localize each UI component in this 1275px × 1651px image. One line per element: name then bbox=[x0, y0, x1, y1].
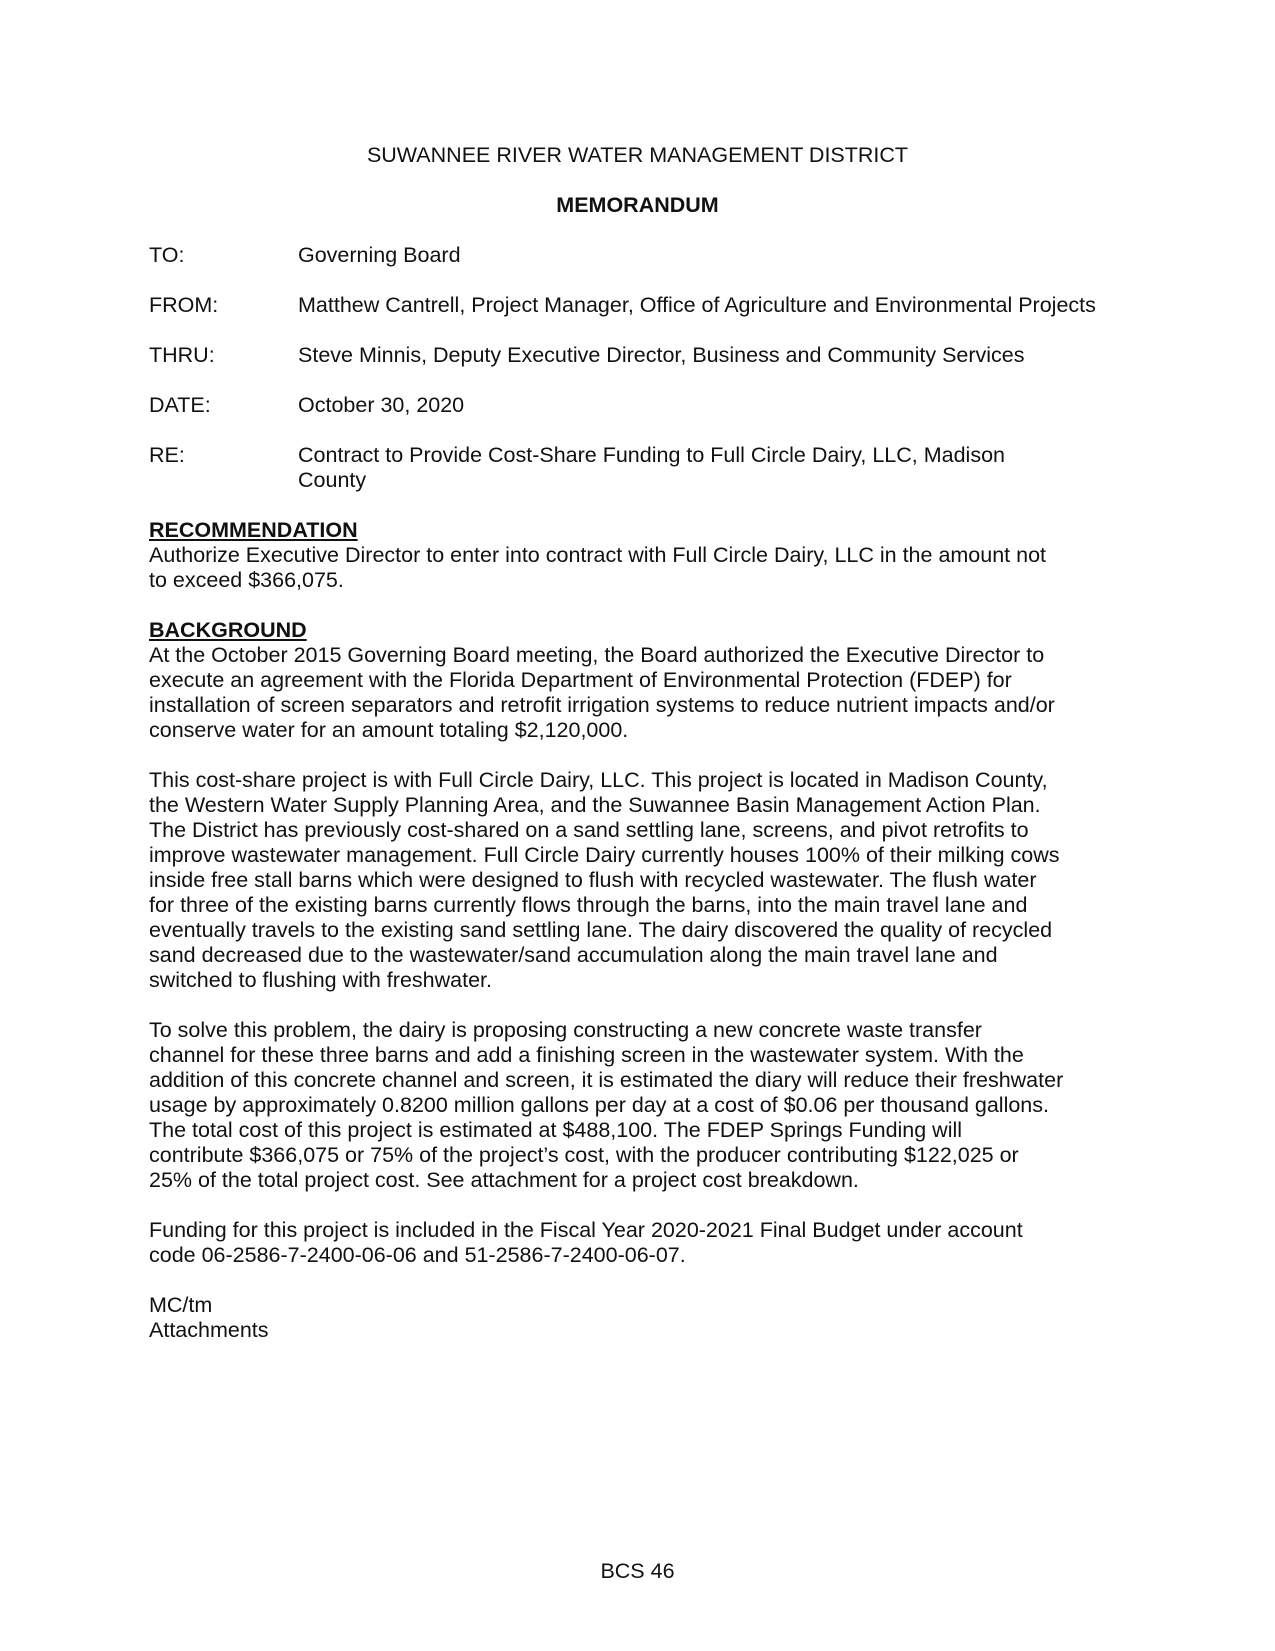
to-label: TO: bbox=[149, 243, 185, 267]
recommendation-heading: RECOMMENDATION bbox=[149, 518, 358, 542]
author-initials: MC/tm bbox=[149, 1293, 213, 1317]
closing-block bbox=[149, 1293, 1129, 1343]
text-line: code 06-2586-7-2400-06-06 and 51-2586-7-2400-06-07. bbox=[149, 1243, 686, 1267]
background-paragraph-4 bbox=[149, 1218, 1129, 1268]
background-paragraph-3 bbox=[149, 1018, 1129, 1193]
text-line: eventually travels to the existing sand settling lane. The dairy discovered the quality of recycled bbox=[149, 918, 1053, 942]
district-name: SUWANNEE RIVER WATER MANAGEMENT DISTRICT bbox=[366, 143, 909, 167]
text-line: inside free stall barns which were designed to flush with recycled wastewater. The flush water bbox=[149, 868, 1037, 892]
text-line: to exceed $366,075. bbox=[149, 568, 344, 592]
text-line: 25% of the total project cost. See attachment for a project cost breakdown. bbox=[149, 1168, 859, 1192]
text-line: contribute $366,075 or 75% of the project’s cost, with the producer contributing $122,025 or bbox=[149, 1143, 1019, 1167]
thru-label: THRU: bbox=[149, 343, 215, 367]
date-value: October 30, 2020 bbox=[298, 393, 465, 417]
from-label: FROM: bbox=[149, 293, 219, 317]
re-value bbox=[298, 443, 1098, 493]
re-label: RE: bbox=[149, 443, 185, 467]
re-line: County bbox=[298, 468, 367, 492]
background-paragraph-2 bbox=[149, 768, 1129, 993]
to-value: Governing Board bbox=[298, 243, 461, 267]
attachments-note: Attachments bbox=[149, 1318, 269, 1342]
date-label: DATE: bbox=[149, 393, 211, 417]
background-heading: BACKGROUND bbox=[149, 618, 307, 642]
re-line: Contract to Provide Cost-Share Funding to Full Circle Dairy, LLC, Madison bbox=[298, 443, 1006, 467]
recommendation-text bbox=[149, 543, 1129, 593]
text-line: To solve this problem, the dairy is proposing constructing a new concrete waste transfer bbox=[149, 1018, 982, 1042]
from-value: Matthew Cantrell, Project Manager, Office of Agriculture and Environmental Projects bbox=[298, 293, 1096, 317]
text-line: sand decreased due to the wastewater/sand accumulation along the main travel lane and bbox=[149, 943, 998, 967]
text-line: usage by approximately 0.8200 million gallons per day at a cost of $0.06 per thousand gallons. bbox=[149, 1093, 1049, 1117]
background-paragraph-1 bbox=[149, 643, 1129, 743]
text-line: switched to flushing with freshwater. bbox=[149, 968, 492, 992]
text-line: the Western Water Supply Planning Area, and the Suwannee Basin Management Action Plan. bbox=[149, 793, 1041, 817]
text-line: This cost-share project is with Full Circle Dairy, LLC. This project is located in Madison County, bbox=[149, 768, 1048, 792]
thru-value: Steve Minnis, Deputy Executive Director, Business and Community Services bbox=[298, 343, 1025, 367]
text-line: At the October 2015 Governing Board meeting, the Board authorized the Executive Director to bbox=[149, 643, 1045, 667]
text-line: improve wastewater management. Full Circle Dairy currently houses 100% of their milking cows bbox=[149, 843, 1060, 867]
text-line: channel for these three barns and add a finishing screen in the wastewater system. With the bbox=[149, 1043, 1024, 1067]
text-line: conserve water for an amount totaling $2,120,000. bbox=[149, 718, 629, 742]
memo-title: MEMORANDUM bbox=[556, 193, 719, 217]
text-line: Funding for this project is included in the Fiscal Year 2020-2021 Final Budget under account bbox=[149, 1218, 1023, 1242]
text-line: The total cost of this project is estimated at $488,100. The FDEP Springs Funding will bbox=[149, 1118, 963, 1142]
text-line: Authorize Executive Director to enter into contract with Full Circle Dairy, LLC in the amount not bbox=[149, 543, 1047, 567]
text-line: addition of this concrete channel and screen, it is estimated the diary will reduce their freshwater bbox=[149, 1068, 1064, 1092]
text-line: execute an agreement with the Florida Department of Environmental Protection (FDEP) for bbox=[149, 668, 1012, 692]
text-line: The District has previously cost-shared on a sand settling lane, screens, and pivot retrofits to bbox=[149, 818, 1029, 842]
text-line: installation of screen separators and retrofit irrigation systems to reduce nutrient impacts and/or bbox=[149, 693, 1055, 717]
text-line: for three of the existing barns currently flows through the barns, into the main travel lane and bbox=[149, 893, 1028, 917]
page-number: BCS 46 bbox=[600, 1559, 675, 1583]
